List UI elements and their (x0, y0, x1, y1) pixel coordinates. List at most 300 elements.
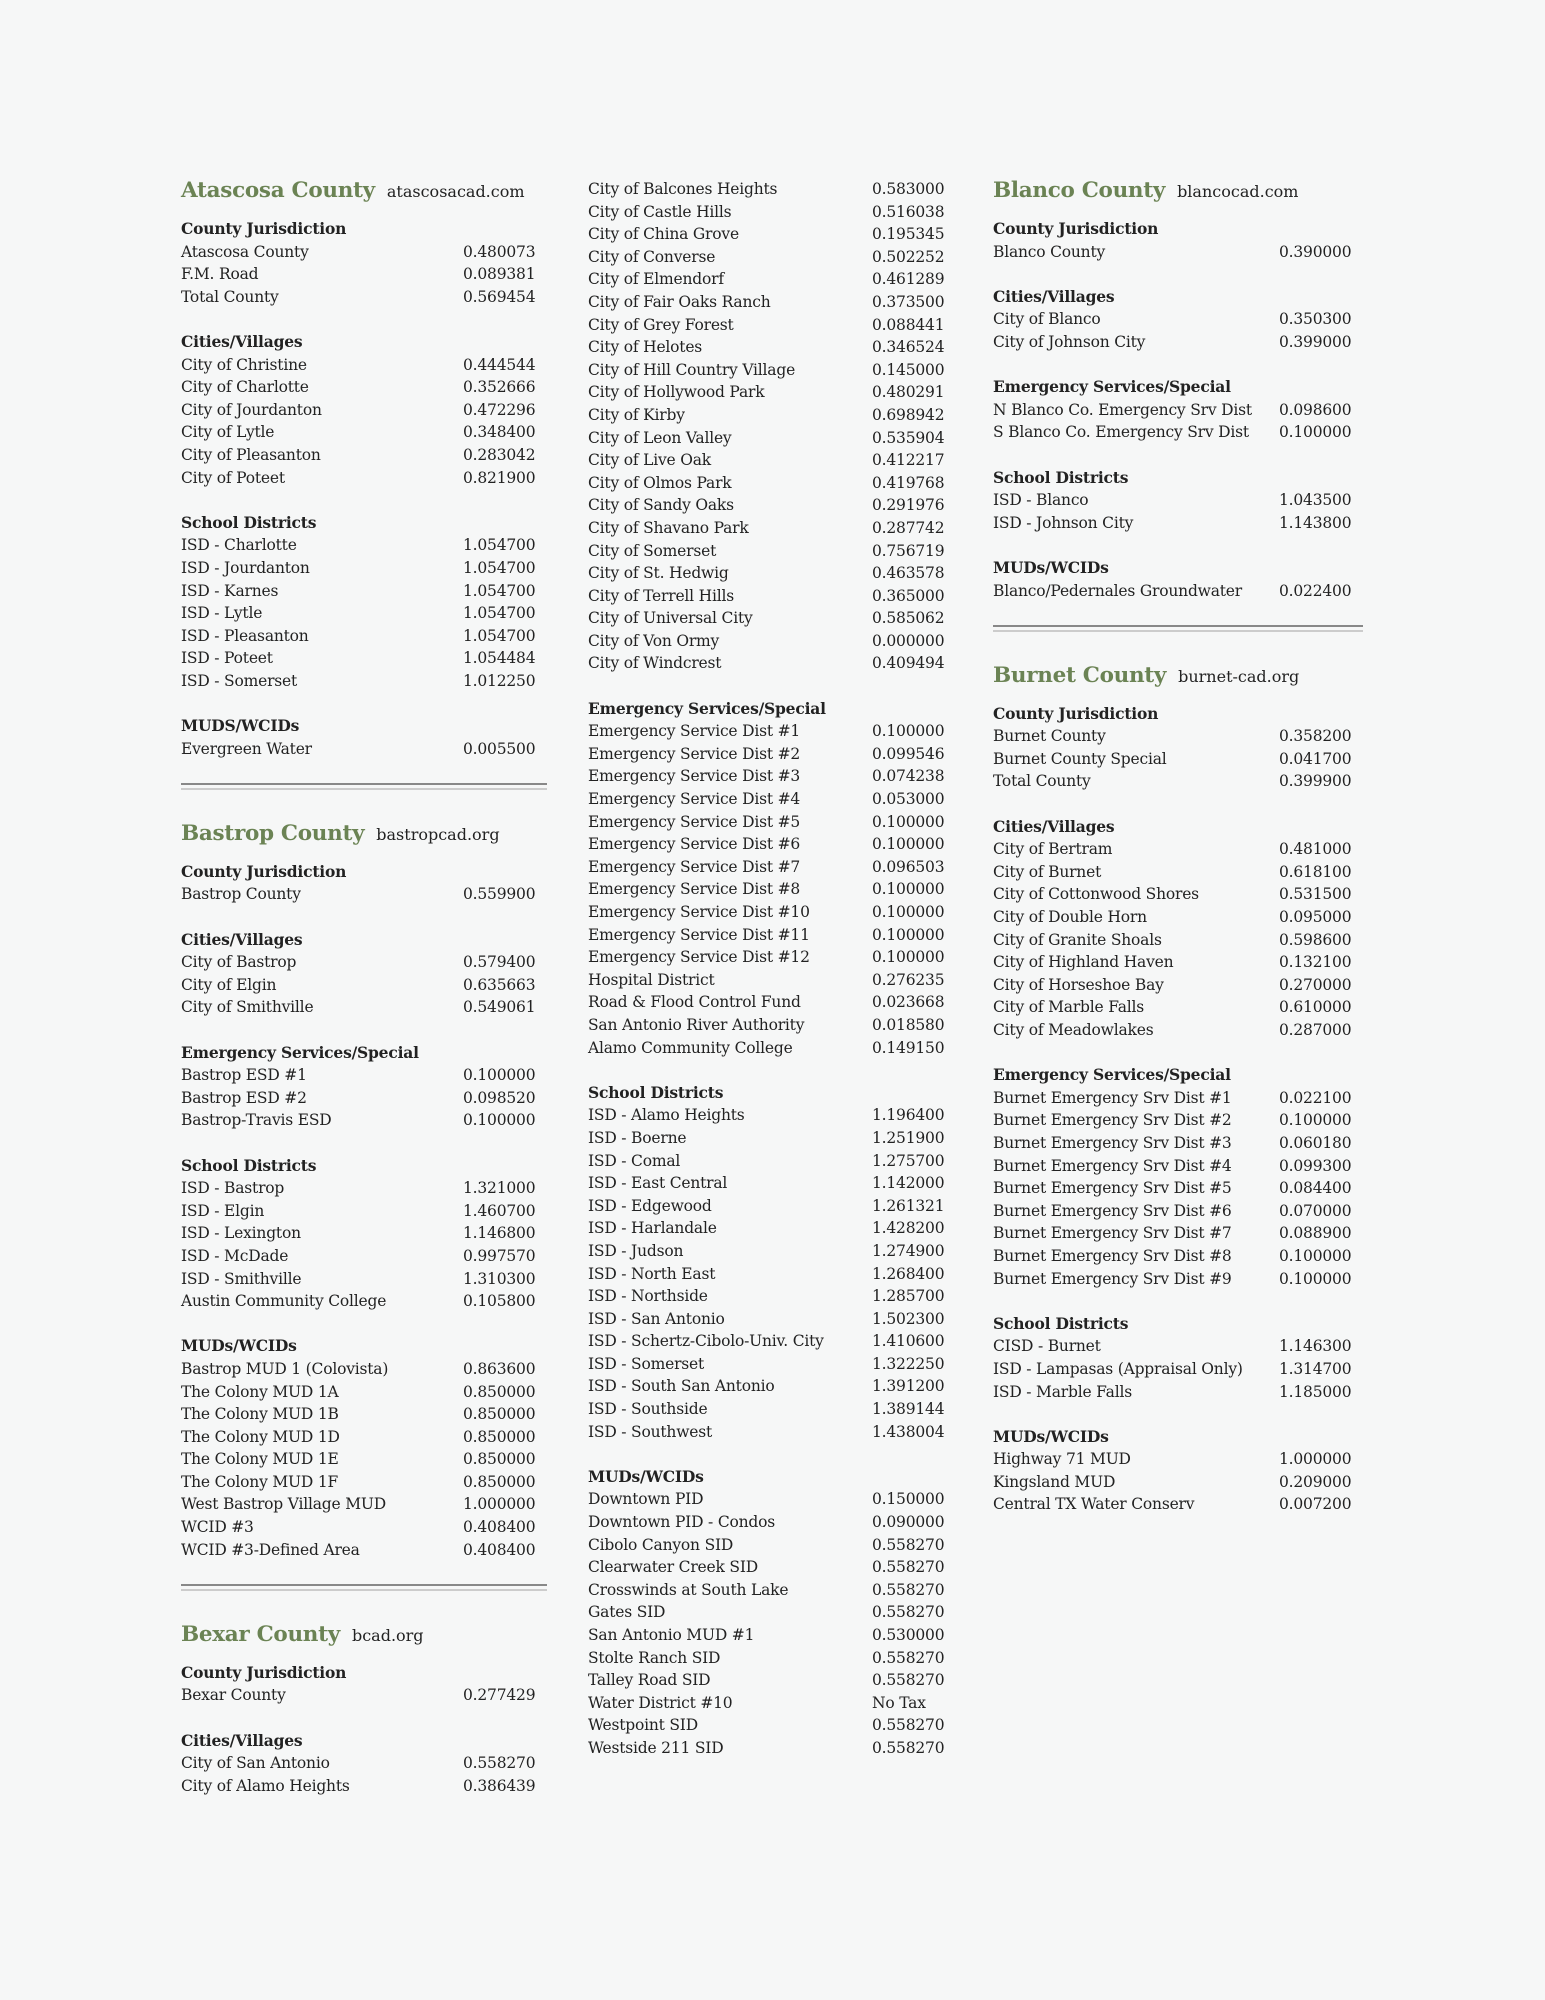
table-row (588, 472, 956, 495)
jurisdiction-name: City of Granite Shoals (993, 930, 1162, 949)
jurisdiction-name: City of Poteet (181, 468, 285, 487)
table-row (181, 286, 547, 309)
table-row (181, 1493, 547, 1516)
tax-rate: 1.268400 (872, 1264, 945, 1283)
section-county-jurisdiction (181, 218, 547, 308)
table-row (588, 223, 956, 246)
jurisdiction-name: Burnet Emergency Srv Dist #1 (993, 1088, 1232, 1107)
county-name: Bexar County (181, 1621, 340, 1647)
section-title: Emergency Services/Special (181, 1042, 419, 1062)
table-row (993, 331, 1363, 354)
table-row (993, 1019, 1363, 1042)
section-title: Cities/Villages (993, 816, 1115, 836)
table-row (588, 743, 956, 766)
table-row (588, 1195, 956, 1218)
table-row (588, 314, 956, 337)
table-row (993, 399, 1363, 422)
jurisdiction-name: ISD - Schertz-Cibolo-Univ. City (588, 1332, 824, 1351)
tax-rate: 1.054700 (463, 581, 536, 600)
table-row (181, 1516, 547, 1539)
tax-rate: 0.558270 (872, 1716, 945, 1735)
county-name: Atascosa County (181, 178, 375, 203)
jurisdiction-name: City of San Antonio (181, 1754, 330, 1773)
tax-rate: 1.261321 (872, 1196, 945, 1215)
tax-rate: 0.100000 (872, 948, 945, 967)
table-row (181, 1087, 547, 1110)
jurisdiction-name: Downtown PID - Condos (588, 1513, 775, 1532)
table-row (588, 1579, 956, 1602)
tax-rate: 0.276235 (872, 970, 945, 989)
table-row (588, 1263, 956, 1286)
tax-rate: 1.054700 (463, 558, 536, 577)
table-row (181, 376, 547, 399)
jurisdiction-name: Blanco/Pedernales Groundwater (993, 581, 1242, 600)
table-row (588, 1669, 956, 1692)
jurisdiction-name: Emergency Service Dist #5 (588, 812, 801, 831)
jurisdiction-name: Gates SID (588, 1603, 666, 1622)
tax-rate: 0.558270 (872, 1648, 945, 1667)
table-row (181, 1752, 547, 1775)
table-row (993, 996, 1363, 1019)
tax-rate: 0.209000 (1279, 1472, 1352, 1491)
tax-rate: 0.346524 (872, 338, 945, 357)
tax-rate: 0.099300 (1279, 1156, 1352, 1175)
jurisdiction-name: Emergency Service Dist #8 (588, 880, 801, 899)
jurisdiction-name: ISD - Boerne (588, 1128, 687, 1147)
jurisdiction-name: City of Christine (181, 355, 307, 374)
jurisdiction-name: ISD - Somerset (588, 1354, 705, 1373)
tax-rate: 0.022400 (1279, 581, 1352, 600)
section-county-jurisdiction (181, 861, 547, 906)
tax-rate: 1.146800 (463, 1224, 536, 1243)
tax-rate: 0.100000 (872, 925, 945, 944)
jurisdiction-name: City of Cottonwood Shores (993, 885, 1199, 904)
tax-rate: 0.618100 (1279, 862, 1352, 881)
tax-rate: 0.100000 (872, 880, 945, 899)
section-county-jurisdiction (993, 218, 1363, 263)
table-row (993, 421, 1363, 444)
tax-rate: 0.096503 (872, 857, 945, 876)
tax-rate: 0.461289 (872, 270, 945, 289)
jurisdiction-name: Blanco County (993, 242, 1106, 261)
table-row (181, 738, 547, 761)
table-row (993, 1471, 1363, 1494)
jurisdiction-name: Burnet Emergency Srv Dist #9 (993, 1269, 1232, 1288)
jurisdiction-name: Emergency Service Dist #10 (588, 903, 810, 921)
tax-rate: 0.041700 (1279, 749, 1352, 768)
table-row (588, 178, 956, 201)
jurisdiction-name: N Blanco Co. Emergency Srv Dist (993, 400, 1252, 419)
table-row (588, 517, 956, 540)
tax-rate: 0.100000 (872, 722, 945, 741)
table-row (588, 878, 956, 901)
jurisdiction-name: City of Converse (588, 247, 716, 266)
section-title: School Districts (993, 1313, 1129, 1333)
table-row (588, 1104, 956, 1127)
tax-rate: 1.054700 (463, 626, 536, 645)
jurisdiction-name: ISD - Johnson City (993, 513, 1134, 532)
tax-rate: 0.099546 (872, 744, 945, 763)
county-url-link[interactable]: atascosacad.com (386, 182, 525, 201)
table-row (181, 354, 547, 377)
tax-rate: 0.997570 (463, 1246, 536, 1265)
tax-rate: 0.386439 (463, 1776, 536, 1795)
tax-rate: 0.472296 (463, 400, 536, 419)
table-row (588, 630, 956, 653)
tax-rate: 0.558270 (872, 1603, 945, 1622)
table-row (588, 1150, 956, 1173)
table-row (181, 951, 547, 974)
tax-rate: 0.100000 (872, 903, 945, 921)
section-cities-villages (993, 816, 1363, 1042)
tax-rate: 1.389144 (872, 1400, 945, 1419)
tax-rate: 0.399900 (1279, 772, 1352, 791)
jurisdiction-name: Bastrop ESD #1 (181, 1066, 307, 1085)
table-row (181, 1222, 547, 1245)
jurisdiction-name: Burnet Emergency Srv Dist #6 (993, 1201, 1232, 1220)
table-row (588, 1172, 956, 1195)
tax-rate: 0.535904 (872, 428, 945, 447)
table-row (993, 1335, 1363, 1358)
section-muds-wcids (181, 715, 547, 760)
section-school-districts (993, 1313, 1363, 1403)
jurisdiction-name: ISD - Alamo Heights (588, 1106, 745, 1125)
tax-rate: 0.105800 (463, 1292, 536, 1311)
jurisdiction-name: Downtown PID (588, 1490, 704, 1509)
jurisdiction-name: WCID #3 (181, 1518, 254, 1537)
county-header (181, 178, 547, 208)
county-name: Bastrop County (181, 820, 365, 846)
table-row (993, 1245, 1363, 1268)
tax-rate: 0.408400 (463, 1518, 536, 1537)
jurisdiction-name: City of Castle Hills (588, 202, 732, 221)
jurisdiction-name: City of Bastrop (181, 953, 297, 972)
jurisdiction-name: ISD - Northside (588, 1287, 708, 1306)
tax-rate: 1.196400 (872, 1106, 945, 1125)
jurisdiction-name: Water District #10 (588, 1693, 733, 1712)
jurisdiction-name: Bastrop-Travis ESD (181, 1111, 332, 1130)
table-row (993, 1493, 1363, 1516)
tax-rate: 0.863600 (463, 1359, 536, 1378)
table-row (588, 1240, 956, 1263)
tax-rate: 0.287000 (1279, 1021, 1352, 1039)
table-row (181, 534, 547, 557)
table-row (588, 1714, 956, 1737)
table-row (588, 652, 956, 675)
jurisdiction-name: City of Highland Haven (993, 953, 1174, 972)
tax-rate: 0.558270 (463, 1754, 536, 1773)
tax-rate: 0.074238 (872, 767, 945, 786)
table-row (181, 557, 547, 580)
table-row (181, 1426, 547, 1449)
section-cities-villages (181, 929, 547, 1019)
tax-rate: 0.549061 (463, 998, 536, 1017)
jurisdiction-name: City of Pleasanton (181, 445, 321, 464)
jurisdiction-name: ISD - Blanco (993, 491, 1089, 510)
tax-rate: 0.358200 (1279, 727, 1352, 746)
tax-rate: 0.149150 (872, 1038, 945, 1057)
tax-rate: 1.000000 (463, 1495, 536, 1514)
tax-rate: 0.516038 (872, 202, 945, 221)
table-row (588, 427, 956, 450)
table-row (993, 1222, 1363, 1245)
tax-rate: 1.285700 (872, 1287, 945, 1306)
tax-rate: 0.100000 (1279, 1269, 1352, 1288)
tax-rate: 1.314700 (1279, 1359, 1352, 1378)
table-row (588, 540, 956, 563)
table-row (181, 1539, 547, 1562)
section-emergency-services-special (993, 1064, 1363, 1290)
table-row (588, 991, 956, 1014)
county-header (181, 821, 547, 851)
tax-rate: 0.283042 (463, 445, 536, 464)
table-row (588, 246, 956, 269)
jurisdiction-name: ISD - South San Antonio (588, 1377, 775, 1396)
tax-rate: 0.531500 (1279, 885, 1352, 904)
table-row (993, 308, 1363, 331)
tax-rate: 0.277429 (463, 1686, 536, 1705)
jurisdiction-name: Emergency Service Dist #3 (588, 767, 801, 786)
jurisdiction-name: The Colony MUD 1D (181, 1427, 340, 1446)
jurisdiction-name: Talley Road SID (588, 1671, 711, 1690)
table-row (588, 720, 956, 743)
tax-rate: 0.145000 (872, 360, 945, 379)
jurisdiction-name: City of Shavano Park (588, 518, 749, 537)
section-title: MUDS/WCIDs (181, 716, 300, 736)
jurisdiction-name: ISD - Comal (588, 1151, 681, 1170)
section-title: School Districts (993, 467, 1129, 487)
county-header (993, 663, 1363, 693)
tax-rate: 0.070000 (1279, 1201, 1352, 1220)
table-row (588, 788, 956, 811)
table-row (181, 1290, 547, 1313)
jurisdiction-name: ISD - Bastrop (181, 1179, 285, 1198)
county-url-link[interactable]: burnet-cad.org (1178, 666, 1300, 686)
section-title: County Jurisdiction (181, 219, 347, 238)
jurisdiction-name: Austin Community College (181, 1292, 387, 1311)
tax-rate: 1.054700 (463, 604, 536, 623)
tax-rate: 0.850000 (463, 1405, 536, 1424)
tax-rate: 0.005500 (463, 739, 536, 758)
jurisdiction-name: ISD - Lexington (181, 1224, 301, 1243)
jurisdiction-name: Clearwater Creek SID (588, 1558, 758, 1577)
table-row (993, 1268, 1363, 1291)
tax-rate: 1.043500 (1279, 491, 1352, 510)
table-row (181, 647, 547, 670)
tax-rate: 0.000000 (872, 631, 945, 650)
county-blanco (993, 178, 1363, 602)
jurisdiction-name: City of Lytle (181, 423, 275, 442)
tax-rate: 0.098600 (1279, 400, 1352, 419)
jurisdiction-name: Central TX Water Conserv (993, 1495, 1195, 1514)
jurisdiction-name: Emergency Service Dist #6 (588, 835, 801, 854)
table-row (588, 1511, 956, 1534)
tax-rate: 0.100000 (463, 1066, 536, 1085)
jurisdiction-name: Emergency Service Dist #7 (588, 857, 801, 876)
tax-rate: 0.408400 (463, 1540, 536, 1559)
table-row (181, 1471, 547, 1494)
table-row (993, 1381, 1363, 1404)
tax-rate: 0.150000 (872, 1490, 945, 1509)
section-emergency-services-special (993, 376, 1363, 444)
tax-rate: 0.569454 (463, 287, 536, 306)
section-title: School Districts (588, 1082, 724, 1102)
jurisdiction-name: ISD - North East (588, 1264, 716, 1283)
table-row (588, 1624, 956, 1647)
tax-rate: 0.088900 (1279, 1224, 1352, 1243)
county-header (181, 1622, 547, 1652)
jurisdiction-name: City of Helotes (588, 338, 703, 357)
tax-rate: 0.291976 (872, 496, 945, 515)
jurisdiction-name: City of Smithville (181, 998, 314, 1017)
section-emergency-services-special (588, 698, 956, 1060)
section-county-jurisdiction (993, 703, 1363, 793)
jurisdiction-name: City of Universal City (588, 609, 753, 628)
table-row (181, 974, 547, 997)
tax-rate: 0.850000 (463, 1450, 536, 1469)
table-row (181, 670, 547, 693)
jurisdiction-name: Crosswinds at South Lake (588, 1580, 789, 1599)
section-title: County Jurisdiction (181, 861, 347, 881)
table-row (181, 1245, 547, 1268)
county-url-link[interactable]: bastropcad.org (376, 824, 500, 844)
tax-rate: 0.463578 (872, 564, 945, 583)
table-row (588, 359, 956, 382)
table-row (588, 765, 956, 788)
tax-rate: 0.558270 (872, 1558, 945, 1577)
section-title: Cities/Villages (181, 331, 303, 351)
table-row (588, 585, 956, 608)
section-title: Cities/Villages (181, 1730, 303, 1750)
table-row (588, 1353, 956, 1376)
county-url-link[interactable]: bcad.org (351, 1625, 424, 1645)
tax-rate: 0.053000 (872, 790, 945, 809)
section-title: Cities/Villages (181, 929, 303, 949)
tax-rate: 1.391200 (872, 1377, 945, 1396)
section-title: County Jurisdiction (993, 219, 1159, 238)
jurisdiction-name: City of Burnet (993, 862, 1102, 881)
tax-rate: 1.275700 (872, 1151, 945, 1170)
table-row (588, 833, 956, 856)
tax-rate: 0.821900 (463, 468, 536, 487)
jurisdiction-name: San Antonio MUD #1 (588, 1626, 755, 1644)
table-row (588, 494, 956, 517)
jurisdiction-name: ISD - Judson (588, 1241, 684, 1260)
tax-rate: 0.480291 (872, 383, 945, 402)
sections (993, 218, 1363, 602)
section-muds-wcids (993, 557, 1363, 602)
jurisdiction-name: ISD - Marble Falls (993, 1382, 1132, 1401)
jurisdiction-name: ISD - East Central (588, 1174, 728, 1193)
tax-rate: 1.000000 (1279, 1450, 1352, 1469)
jurisdiction-name: City of Terrell Hills (588, 586, 735, 605)
jurisdiction-name: Bastrop County (181, 885, 301, 904)
table-row (993, 1155, 1363, 1178)
tax-rate: 0.409494 (872, 654, 945, 673)
tax-rate: 0.480073 (463, 242, 536, 261)
jurisdiction-name: City of Hill Country Village (588, 360, 796, 379)
section-school-districts (181, 1155, 547, 1313)
tax-rate: 0.756719 (872, 541, 945, 560)
jurisdiction-name: ISD - Poteet (181, 649, 273, 668)
jurisdiction-name: City of Olmos Park (588, 473, 732, 492)
table-row (181, 625, 547, 648)
tax-rate: 0.060180 (1279, 1133, 1352, 1152)
jurisdiction-name: F.M. Road (181, 265, 259, 284)
table-row (588, 1534, 956, 1557)
jurisdiction-name: ISD - Southside (588, 1400, 708, 1419)
tax-rate: 0.022100 (1279, 1088, 1352, 1107)
tax-rate: 0.023668 (872, 993, 945, 1012)
tax-rate: 1.428200 (872, 1219, 945, 1238)
section-county-jurisdiction (181, 1662, 547, 1707)
tax-rate: 0.287742 (872, 518, 945, 537)
jurisdiction-name: City of Hollywood Park (588, 383, 765, 402)
jurisdiction-name: City of Sandy Oaks (588, 496, 734, 515)
table-row (588, 1737, 956, 1760)
tax-rate: 0.530000 (872, 1626, 945, 1644)
table-row (993, 883, 1363, 906)
jurisdiction-name: Burnet Emergency Srv Dist #2 (993, 1111, 1232, 1130)
section-school-districts (181, 512, 547, 693)
table-row (993, 489, 1363, 512)
tax-rate: 0.850000 (463, 1472, 536, 1491)
table-row (993, 512, 1363, 535)
tax-rate: 1.274900 (872, 1241, 945, 1260)
tax-rate: 1.438004 (872, 1422, 945, 1441)
table-row (181, 1448, 547, 1471)
section-divider (993, 625, 1363, 627)
table-row (588, 449, 956, 472)
tax-rate: 1.142000 (872, 1174, 945, 1193)
jurisdiction-name: Highway 71 MUD (993, 1450, 1131, 1469)
table-row (993, 725, 1363, 748)
section-muds-wcids (588, 1466, 956, 1760)
table-row (993, 770, 1363, 793)
tax-rate: 1.410600 (872, 1332, 945, 1351)
jurisdiction-name: City of Balcones Heights (588, 180, 778, 198)
tax-rate: 0.100000 (872, 812, 945, 831)
tax-rate: 0.365000 (872, 586, 945, 605)
table-row (993, 951, 1363, 974)
jurisdiction-name: City of Grey Forest (588, 315, 734, 334)
table-row (588, 924, 956, 947)
table-row (993, 580, 1363, 603)
jurisdiction-name: Emergency Service Dist #4 (588, 790, 801, 809)
section-school-districts (588, 1082, 956, 1444)
jurisdiction-name: City of St. Hedwig (588, 564, 729, 583)
jurisdiction-name: Alamo Community College (588, 1038, 793, 1057)
sections (993, 703, 1363, 1516)
section-title: Emergency Services/Special (993, 1065, 1231, 1085)
tax-rate: 0.100000 (872, 835, 945, 854)
tax-rate: 0.100000 (1279, 423, 1352, 442)
tax-rate: 1.251900 (872, 1128, 945, 1147)
table-row (588, 901, 956, 924)
table-row (588, 1398, 956, 1421)
jurisdiction-name: Burnet Emergency Srv Dist #4 (993, 1156, 1232, 1175)
table-row (993, 241, 1363, 264)
jurisdiction-name: City of Fair Oaks Ranch (588, 292, 771, 311)
county-url-link[interactable]: blancocad.com (1177, 182, 1299, 201)
tax-rate: 0.635663 (463, 975, 536, 994)
jurisdiction-name: Emergency Service Dist #11 (588, 925, 810, 944)
jurisdiction-name: City of Double Horn (993, 908, 1147, 927)
jurisdiction-name: City of Somerset (588, 541, 717, 560)
tax-rate: 0.088441 (872, 315, 945, 334)
table-row (588, 1127, 956, 1150)
jurisdiction-name: ISD - Elgin (181, 1201, 265, 1220)
